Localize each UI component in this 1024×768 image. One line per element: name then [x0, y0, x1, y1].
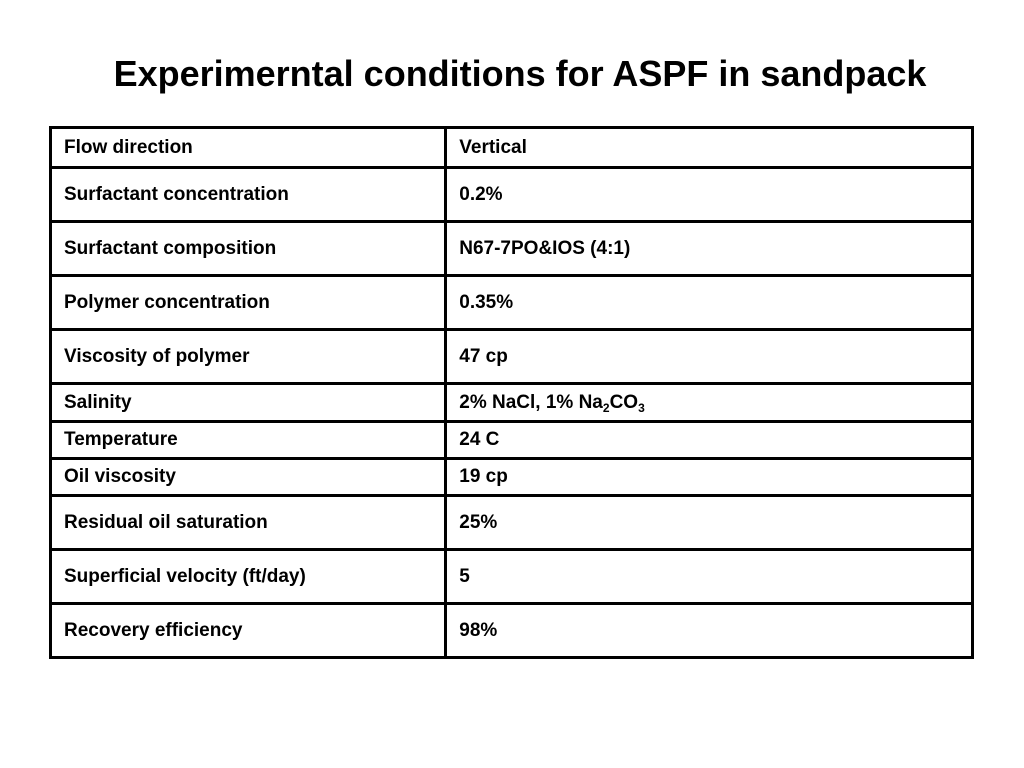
subscript: 2 [602, 400, 610, 415]
parameter-cell: Recovery efficiency [51, 604, 446, 658]
table-row [51, 422, 973, 459]
table-row [51, 330, 973, 384]
parameter-cell: Residual oil saturation [51, 496, 446, 550]
table-row [51, 384, 973, 422]
value-cell [446, 384, 973, 422]
table-row [51, 276, 973, 330]
parameter-cell: Flow direction [51, 128, 446, 168]
value-cell: Vertical [446, 128, 973, 168]
table-row [51, 459, 973, 496]
slide-title: Experimerntal conditions for ASPF in sandpack [113, 53, 927, 94]
parameter-cell: Viscosity of polymer [51, 330, 446, 384]
parameter-cell: Surfactant composition [51, 222, 446, 276]
value-cell: 47 cp [446, 330, 973, 384]
table-row [51, 128, 973, 168]
parameter-cell: Superficial velocity (ft/day) [51, 550, 446, 604]
value-cell: 0.2% [446, 168, 973, 222]
table-row [51, 496, 973, 550]
value-cell: 0.35% [446, 276, 973, 330]
parameter-cell: Polymer concentration [51, 276, 446, 330]
table-row [51, 550, 973, 604]
parameter-cell: Surfactant concentration [51, 168, 446, 222]
value-cell: 5 [446, 550, 973, 604]
parameter-cell: Salinity [51, 384, 446, 422]
value-cell: N67-7PO&IOS (4:1) [446, 222, 973, 276]
table-row [51, 168, 973, 222]
value-cell: 19 cp [446, 459, 973, 496]
parameter-cell: Oil viscosity [51, 459, 446, 496]
salinity-text: CO [609, 391, 639, 413]
value-cell: 24 C [446, 422, 973, 459]
table-row [51, 604, 973, 658]
value-cell: 98% [446, 604, 973, 658]
conditions-table [49, 126, 974, 659]
salinity-text: 2% NaCl, 1% Na [459, 391, 603, 413]
table-row [51, 222, 973, 276]
parameter-cell: Temperature [51, 422, 446, 459]
subscript: 3 [638, 400, 645, 415]
value-cell: 25% [446, 496, 973, 550]
